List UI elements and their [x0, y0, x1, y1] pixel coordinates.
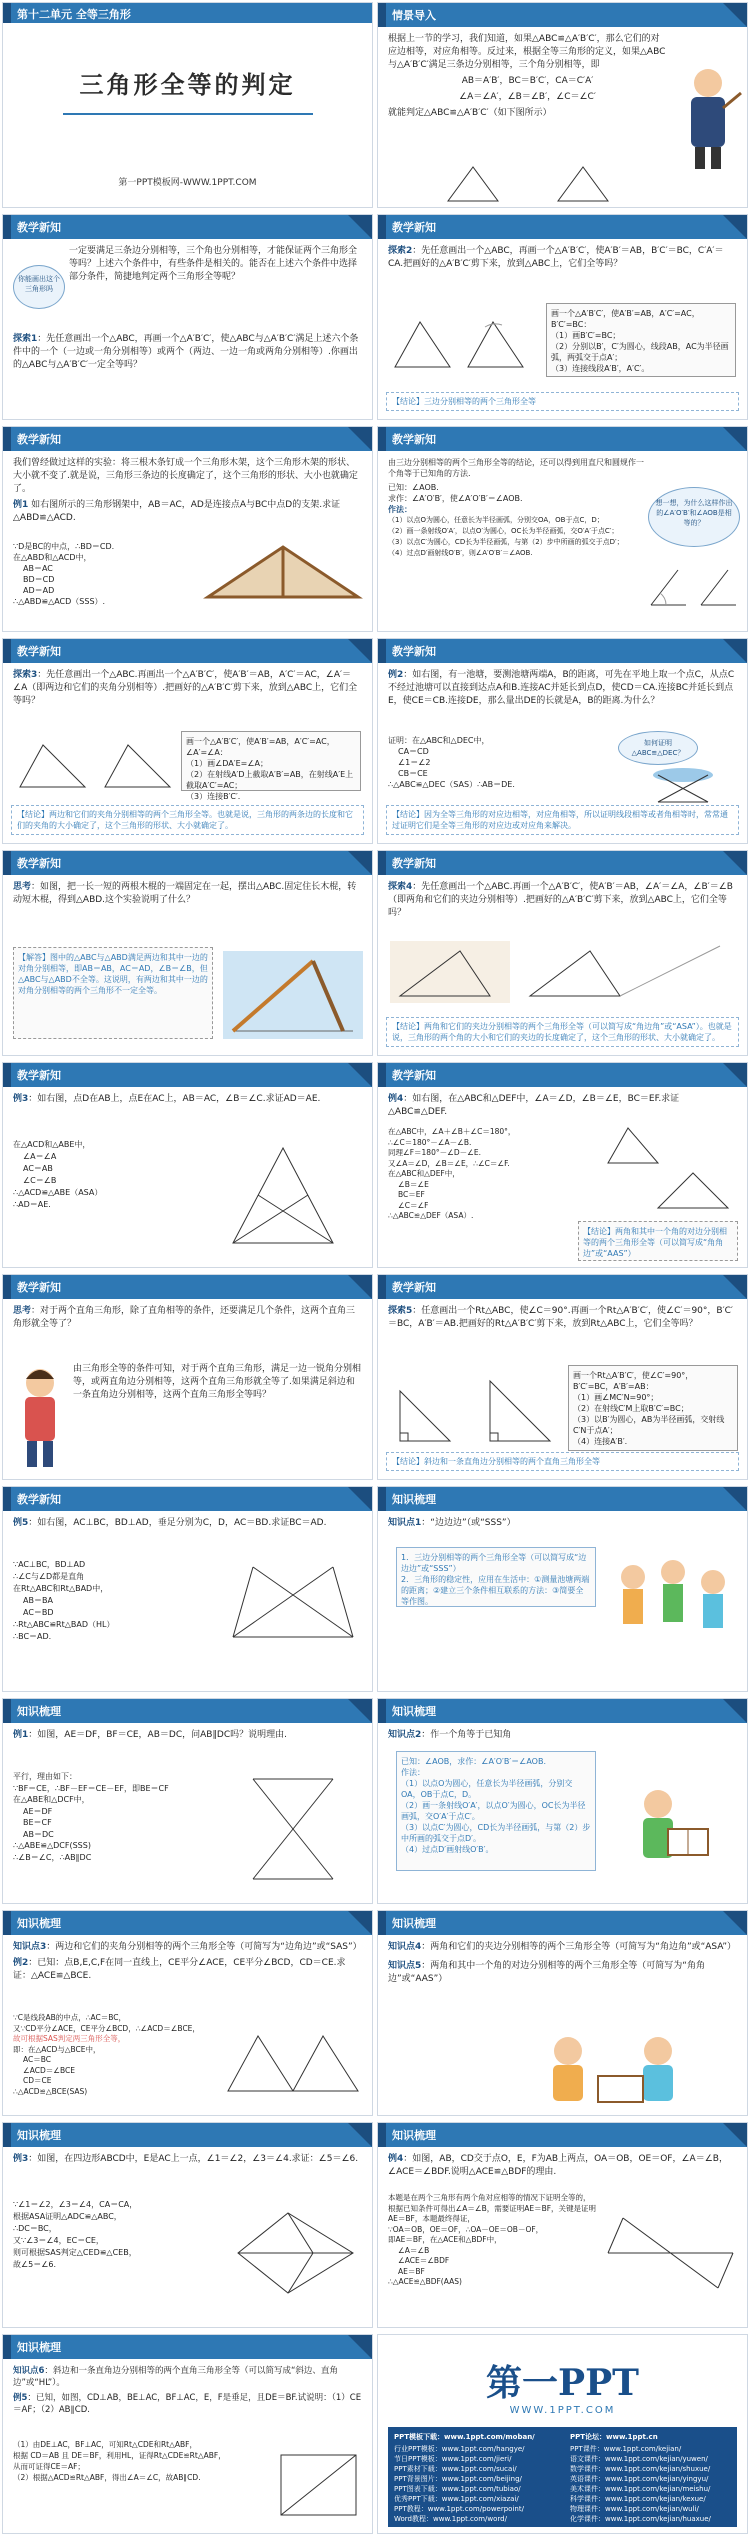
inquiry-text: 先任意画出一个△ABC，再画一个△A′B′C′，使△ABC与△A′B′C′满足上述六个条件中的一个（一边或一角分别相等）或两个（两边、一边一角或两角分别相等）.你画出的△ABC与△A′B′C′一定全等吗？: [13, 334, 359, 370]
slide-new-1: 教学新知 你能画出这个三角形吗 一定要满足三条边分别相等，三个角也分别相等，才能保证两个三角形全等吗？上述六个条件中，有些条件是相关的。能否在上述六个条件中选择部分条件，简捷地判定两个三角形全等呢？ 探索1：先任意画出一个△ABC，再画一个△A′B′C′，使△ABC与△A′B′C′满足上述六个条件中的一个（一边或一角分别相等）或两个（两边、一边一角或两角分别相等）.你画出的△ABC与△A′B′C′一定全等吗？: [2, 214, 373, 420]
children-illustration: [608, 1547, 738, 1667]
inquiry-label: 探索2: [388, 246, 413, 256]
example-text: 已知，如图，CD⊥AB，BE⊥AC，BF⊥AC，E，F是垂足，且DE＝BF.试说明：（1）CE＝AF；（2）AB∥CD.: [13, 2393, 362, 2415]
title-decoration: [63, 103, 313, 111]
slide-header-title: 知识梳理: [392, 1705, 436, 1718]
pond-figure: [628, 767, 738, 805]
reading-illustration: [613, 1769, 738, 1889]
knowledge-label: 知识点3: [13, 1942, 47, 1952]
hourglass-figure: [233, 1769, 353, 1889]
slide-new-3: 教学新知 我们曾经做过这样的实验：将三根木条钉成一个三角形木架，这个三角形木架的形状、大小就不变了.就是说，三角形三条边的长度确定了，这个三角形的形状、大小也就确定了。 例1 如右图所示的三角形钢架中，AB＝AC，AD是连接点A与BC中点D的支架.求证△ABD≌△ACD. ∵D是BC的中点，∴BD＝CD. 在△ABD和△ACD中， AB＝AC BD＝CD AD＝AD ∴△ABD≌△ACD（SSS）.: [2, 426, 373, 632]
inquiry-text: 任意画出一个Rt△ABC，使∠C＝90°.再画一个Rt△A′B′C′，使∠C′＝90°，B′C′＝BC，A′B′＝AB.把画好的Rt△A′B′C′剪下来，放到Rt△ABC上，它们全等吗？: [388, 1306, 733, 1329]
slide-header-title: 知识梳理: [17, 1705, 61, 1718]
slide-new-12: 教学新知 探索5：任意画出一个Rt△ABC，使∠C＝90°.再画一个Rt△A′B′C′，使∠C′＝90°，B′C′＝BC，A′B′＝AB.把画好的Rt△A′B′C′剪下来，放到Rt△ABC上，它们全等吗？ 画一个Rt△A′B′C′，使∠C′=90°，B′C′=BC，A′B′=AB： （1）画∠MC′N=90°； （2）在射线C′M上取B′C′=BC； （3）以B′为圆心，AB为半径画弧，交射线C′N于点A′； （4）连接A′B′. 【结论】斜边和一条直角边分别相等的两个直角三角形全等: [377, 1274, 748, 1480]
example-label: 例4: [388, 2154, 404, 2164]
slide-new-2: 教学新知 探索2：先任意画出一个△ABC，再画一个△A′B′C′，使A′B′＝AB，B′C′＝BC，C′A′＝CA.把画好的△A′B′C′剪下来，放到△ABC上，它们全等吗？ 画一个△A′B′C′，使A′B′=AB，A′C′=AC，B′C′=BC： （1）画B′C′=BC； （2）分别以B′，C′为圆心，线段AB，AC为半径画弧，两弧交于点A′； （3）连接线段A′B′，A′C′。 【结论】三边分别相等的两个三角形全等: [377, 214, 748, 420]
intro-text: 我们曾经做过这样的实验：将三根木条钉成一个三角形木架，这个三角形木架的形状、大小就不变了.就是说，三角形三条边的长度确定了，这个三角形的形状、大小也就确定了。: [13, 458, 358, 494]
slide-header-title: 知识梳理: [17, 2129, 61, 2142]
question-text: 如图，把一长一短的两根木棍的一端固定在一起，摆出△ABC.固定住长木棍，转动短木棍，得到△ABD.这个实验说明了什么？: [13, 882, 357, 905]
truss-figure: [203, 537, 363, 607]
slide-header-title: 教学新知: [17, 433, 61, 446]
inquiry-text: 先任意画出一个△ABC.再画出一个△A′B′C′，使A′B′＝AB，A′C′＝AC，∠A′＝∠A（即两边和它们的夹角分别相等）.把画好的△A′B′C′剪下来，放到△ABC上，它们全等吗？: [13, 670, 358, 706]
slide-new-13: 教学新知 例5：如右图，AC⊥BC，BD⊥AD，垂足分别为C，D，AC＝BD.求证BC＝AD. ∵AC⊥BC，BD⊥AD ∴∠C与∠D都是直角 在Rt△ABC和Rt△BAD中， AB＝BA AC＝BD ∴Rt△ABC≌Rt△BAD（HL） ∴BC＝AD.: [2, 1486, 373, 1692]
equation-angles: ∠A＝∠A′，∠B＝∠B′，∠C＝∠C′: [459, 92, 596, 102]
example-label: 例1: [13, 1730, 29, 1740]
angle-figure: [646, 555, 741, 615]
slide-new-8: 教学新知 探索4：先任意画出一个△ABC.再画一个△A′B′C′，使A′B′＝AB，∠A′＝∠A，∠B′＝∠B（即两角和它们的夹边分别相等）.把画好的△A′B′C′剪下来，放到△ABC上，它们全等吗？ 【结论】两角和它们的夹边分别相等的两个三角形全等（可以简写成“角边角”或“ASA”）。也就是说，三角形的两个角的大小和它们的夹边的长度确定了，这个三角形的形状、大小就确定了。: [377, 850, 748, 1056]
kite-figure: [228, 2203, 363, 2303]
slide-review-5: 知识梳理 知识点4：两角和它们的夹边分别相等的两个三角形全等（可简写为“角边角”或“ASA”） 知识点5：两角和其中一个角的对边分别相等的两个三角形全等（可简写为“角角边”或“AAS”）: [377, 1910, 748, 2116]
knowledge-label: 知识点4: [388, 1942, 422, 1952]
example-label: 例4: [388, 1094, 404, 1104]
sas-example-figure: [223, 2021, 363, 2101]
knowledge-title: 两角和其中一个角的对边分别相等的两个三角形全等（可简写为“角角边”或“AAS”）: [388, 1961, 705, 1984]
subtitle: 第一PPT模板网-WWW.1PPT.COM: [118, 178, 257, 188]
conclusion-note: 【结论】两角和其中一个角的对边分别相等的两个三角形全等（可以简写成“角角边”或“AAS”）: [578, 1221, 738, 1261]
slide-new-6: 教学新知 例2：如右图，有一池塘，要测池塘两端A，B的距离，可先在平地上取一个点C，从点C不经过池塘可以直接到达点A和B.连接AC并延长到点D，使CD＝CA.连接BC并延长到点E，使CE＝CB.连接DE，那么量出DE的长就是A，B的距离.为什么？ 证明：在△ABC和△DEC中， CA＝CD ∠1＝∠2 CB＝CE ∴△ABC≌△DEC（SAS）∴AB＝DE. 如何证明△ABC≌△DEC？ 【结论】因为全等三角形的对应边相等，对应角相等，所以证明线段相等或者角相等时，常常通过证明它们是全等三角形的对应边或对应角来解决。: [377, 638, 748, 844]
knowledge-title: 斜边和一条直角边分别相等的两个直角三角形全等（可以简写成“斜边、直角边”或“HL”）。: [13, 2366, 338, 2388]
link[interactable]: 节日PPT模板：www.1ppt.com/jieri/: [394, 2455, 512, 2463]
slide-header-title: 教学新知: [17, 857, 61, 870]
student-illustration: [13, 1361, 68, 1471]
slide-header-title: 教学新知: [17, 1069, 61, 1082]
link[interactable]: PPT背景图片：www.1ppt.com/beijing/: [394, 2475, 522, 2483]
link[interactable]: 行业PPT模板：www.1ppt.com/hangye/: [394, 2445, 525, 2453]
example-label: 例2: [13, 1958, 29, 1968]
answer-text: 由三角形全等的条件可知，对于两个直角三角形，满足一边一锐角分别相等，或两直角边分别相等，这两个直角三角形就全等了.如果满足斜边和一条直角边分别相等，这两个直角三角形全等吗？: [73, 1364, 362, 1400]
conclusion-note: 【结论】两边和它们的夹角分别相等的两个三角形全等。也就是说，三角形的两条边的长度和它们的夹角的大小确定了，这个三角形的形状、大小就确定了。: [11, 805, 364, 835]
example-text: 如右图，有一池塘，要测池塘两端A，B的距离，可先在平地上取一个点C，从点C不经过池塘可以直接到达点A和B.连接AC并延长到点D，使CD＝CA.连接BC并延长到点E，使CE＝CB.连接DE，那么量出DE的长就是A，B的距离.为什么？: [388, 670, 735, 706]
triangles-figure: [438, 163, 638, 205]
slide-header-title: 知识梳理: [392, 1493, 436, 1506]
slide-title: [2, 2, 373, 208]
inquiry-label: 探索4: [388, 882, 413, 892]
inquiry-label: 探索5: [388, 1306, 413, 1316]
example-text: 如右图，AC⊥BC，BD⊥AD，垂足分别为C，D，AC＝BD.求证BC＝AD.: [37, 1518, 327, 1528]
method-box: 已知：∠AOB，求作：∠A′O′B′＝∠AOB. 作法： （1）以点O为圆心，任意长为半径画弧，分别交OA，OB于点C，D。 （2）画一条射线O′A′，以点O′为圆心，OC长为半径画弧，交O′A′于点C′。 （3）以点C′为圆心，CD长为半径画弧，与第（2）步中所画的弧交于点D′。 （4）过点D′画射线O′B′。: [396, 1751, 596, 1871]
construction-figure: [390, 307, 530, 377]
sticks-figure: [223, 951, 363, 1039]
link[interactable]: 英语课件：www.1ppt.com/kejian/yingyu/: [570, 2475, 709, 2483]
knowledge-box: 1．三边分别相等的两个三角形全等（可以简写成“边边边”或“SSS”） 2．三角形的稳定性，应用在生活中：①测量池塘两端的距离；②建立三个条件相互联系的方法：③简要全等作图。: [396, 1547, 596, 1607]
slide-header-title: 教学新知: [17, 645, 61, 658]
example-label: 例3: [13, 1094, 29, 1104]
link[interactable]: 科学课件：www.1ppt.com/kejian/kexue/: [570, 2495, 706, 2503]
slide-header-title: 教学新知: [17, 1281, 61, 1294]
example-label: 例3: [13, 2154, 29, 2164]
slide-header-title: 知识梳理: [17, 2341, 61, 2354]
thought-bubble: 想一想，为什么这样作出的∠A′O′B′和∠AOB是相等的？: [648, 487, 740, 547]
slide-review-1: 知识梳理 知识点1：“边边边”（或“SSS”） 1．三边分别相等的两个三角形全等（可以简写成“边边边”或“SSS”） 2．三角形的稳定性，应用在生活中：①测量池塘两端的距离；②建立三个条件相互联系的方法：③简要全等作图。: [377, 1486, 748, 1692]
slide-header-title: 教学新知: [17, 221, 61, 234]
inquiry-label: 探索3: [13, 670, 38, 680]
answer-box: 【解答】图中的△ABC与△ABD满足两边和其中一边的对角分别相等，即AB＝AB，AC＝AD，∠B＝∠B，但△ABC与△ABD不全等。这说明，有两边和其中一边的对角分别相等的两个三角形不一定全等。: [13, 947, 213, 1039]
knowledge-title: “边边边”（或“SSS”）: [430, 1518, 516, 1528]
example-label: 例2: [388, 670, 404, 680]
question-label: 思考: [13, 1306, 32, 1316]
teacher-illustration: [673, 63, 743, 173]
slide-new-10: 教学新知 例4：如右图，在△ABC和△DEF中，∠A＝∠D，∠B＝∠E，BC＝EF.求证△ABC≌△DEF. 在△ABC中，∠A＋∠B＋∠C＝180°， ∴∠C＝180°－∠A－∠B. 同理∠F＝180°－∠D－∠E. 又∠A＝∠D，∠B＝∠E，∴∠C＝∠F. 在△ABC和△DEF中， ∠B＝∠E BC＝EF ∠C＝∠F ∴△ABC≌△DEF（ASA）. 【结论】两角和其中一个角的对边分别相等的两个三角形全等（可以简写成“角角边”或“AAS”）: [377, 1062, 748, 1268]
example-label: 例5: [13, 2393, 28, 2403]
inquiry-text: 先任意画出一个△ABC.再画一个△A′B′C′，使A′B′＝AB，∠A′＝∠A，∠B′＝∠B（即两角和它们的夹边分别相等）.把画好的△A′B′C′剪下来，放到△ABC上，它们全等吗？: [388, 882, 733, 918]
slide-header-title: 教学新知: [392, 1069, 436, 1082]
example-text: 如右图所示的三角形钢架中，AB＝AC，AD是连接点A与BC中点D的支架.求证△ABD≌△ACD.: [13, 500, 341, 523]
steps-box: 画一个△A′B′C′，使A′B′=AB，A′C′=AC，∠A′=∠A： （1）画∠DA′E=∠A； （2）在射线A′D上截取A′B′=AB，在射线A′E上截取A′C′=AC； （3）连接B′C′.: [181, 731, 361, 791]
example-text: 如右图，点D在AB上，点E在AC上，AB＝AC，∠B＝∠C.求证AD＝AE.: [37, 1094, 321, 1104]
slide-review-2: 知识梳理 例1：如图，AE＝DF，BF＝CE，AB＝DC，问AB∥DC吗？说明理由. 平行，理由如下： ∵BF＝CE，∴BF－EF＝CE－EF，即BE＝CF 在△ABE和△DCF中， AE＝DF BE＝CF AB＝DC ∴△ABE≌△DCF(SSS) ∴∠B＝∠C，∴AB∥DC: [2, 1698, 373, 1904]
thought-bubble: 你能画出这个三角形吗: [13, 265, 65, 309]
example-text: 已知：点B,E,C,F在同一直线上，CE平分∠ACE，CE平分∠BCD，CD＝CE.求证：△ACE≌△BCE.: [13, 1958, 346, 1981]
intro-conclusion: 就能判定△ABC≌△A′B′C′（如下图所示）: [388, 108, 552, 118]
link[interactable]: 美术课件：www.1ppt.com/kejian/meishu/: [570, 2485, 711, 2493]
link[interactable]: PPT图表下载：www.1ppt.com/tubiao/: [394, 2485, 521, 2493]
slide-header-title: 知识梳理: [392, 1917, 436, 1930]
slide-new-7: 教学新知 思考：如图，把一长一短的两根木棍的一端固定在一起，摆出△ABC.固定住长木棍，转动短木棍，得到△ABD.这个实验说明了什么？ 【解答】图中的△ABC与△ABD满足两边和其中一边的对角分别相等，即AB＝AB，AC＝AD，∠B＝∠B，但△ABC与△ABD不全等。这说明，有两边和其中一边的对角分别相等的两个三角形不一定全等。: [2, 850, 373, 1056]
slide-header-title: 知识梳理: [392, 2129, 436, 2142]
knowledge-label: 知识点6: [13, 2366, 45, 2376]
slide-review-4: 知识梳理 知识点3：两边和它们的夹角分别相等的两个三角形全等（可简写为“边角边”或“SAS”） 例2：已知：点B,E,C,F在同一直线上，CE平分∠ACE，CE平分∠BCD，CD＝CE.求证：△ACE≌△BCE. ∵C是线段AB的中点，∴AC＝BC， 又∵CD平分∠ACE，CE平分∠BCD，∴∠ACD＝∠BCE， 故可根据SAS判定两三角形全等， 即：在△ACD与△BCE中， AC＝BC ∠ACD＝∠BCE CD＝CE ∴△ACD≌△BCE(SAS): [2, 1910, 373, 2116]
slide-header-title: 知识梳理: [17, 1917, 61, 1930]
link[interactable]: 优秀PPT下载：www.1ppt.com/xiazai/: [394, 2495, 519, 2503]
slide-header-title: 教学新知: [392, 1281, 436, 1294]
knowledge-label: 知识点5: [388, 1961, 422, 1971]
example-text: 如图，在四边形ABCD中，E是AC上一点，∠1＝∠2，∠3＝∠4.求证：∠5＝∠6.: [37, 2154, 359, 2164]
slide-review-8: 知识梳理 知识点6：斜边和一条直角边分别相等的两个直角三角形全等（可以简写成“斜边、直角边”或“HL”）。 例5：已知，如图，CD⊥AB，BE⊥AC，BF⊥AC，E，F是垂足，且DE＝BF.试说明：（1）CE＝AF；（2）AB∥CD. （1）由DE⊥AC，BF⊥AC，可知Rt△CDE和Rt△ABF， 根据 CD＝AB 且 DE＝BF，利用HL，证得Rt△CDE≌Rt△ABF， 从而可证得CE＝AF； （2）根据△ACD≌Rt△ABF，得出∠A＝∠C，故AB∥CD.: [2, 2334, 373, 2534]
slide-header-title: 情景导入: [392, 9, 436, 22]
asa-figure: [390, 941, 730, 1003]
slide-header-title: 教学新知: [392, 221, 436, 234]
link[interactable]: 语文课件：www.1ppt.com/kejian/yuwen/: [570, 2455, 708, 2463]
intro-text: 根据上一节的学习，我们知道，如果△ABC≌△A′B′C′，那么它们的对应边相等，对应角相等。反过来，根据全等三角形的定义，如果△ABC与△A′B′C′满足三条边分别相等，三个角分别相等，即: [388, 34, 666, 70]
steps-box: 画一个△A′B′C′，使A′B′=AB，A′C′=AC，B′C′=BC： （1）画B′C′=BC； （2）分别以B′，C′为圆心，线段AB，AC为半径画弧，两弧交于点A′； （3）连接线段A′B′，A′C′。: [546, 303, 736, 377]
inquiry-label: 探索1: [13, 334, 38, 344]
slide-intro: [377, 2, 748, 208]
question-text: 一定要满足三条边分别相等，三个角也分别相等，才能保证两个三角形全等吗？上述六个条件中，有些条件是相关的。能否在上述六个条件中选择部分条件，简捷地判定两个三角形全等呢？: [69, 246, 358, 282]
slide-new-5: 教学新知 探索3：先任意画出一个△ABC.再画出一个△A′B′C′，使A′B′＝AB，A′C′＝AC，∠A′＝∠A（即两边和它们的夹角分别相等）.把画好的△A′B′C′剪下来，放到△ABC上，它们全等吗？ 画一个△A′B′C′，使A′B′=AB，A′C′=AC，∠A′=∠A： （1）画∠DA′E=∠A； （2）在射线A′D上截取A′B′=AB，在射线A′E上截取A′C′=AC； （3）连接B′C′. 【结论】两边和它们的夹角分别相等的两个三角形全等。也就是说，三角形的两条边的长度和它们的夹角的大小确定了，这个三角形的形状、大小就确定了。: [2, 638, 373, 844]
example-text: 如图，AE＝DF，BF＝CE，AB＝DC，问AB∥DC吗？说明理由.: [37, 1730, 288, 1740]
slide-header-title: 教学新知: [392, 857, 436, 870]
sas-figure: [15, 737, 175, 792]
slide-new-11: 教学新知 思考：对于两个直角三角形，除了直角相等的条件，还要满足几个条件，这两个直角三角形就全等了？ 由三角形全等的条件可知，对于两个直角三角形，满足一边一锐角分别相等，或两直角边分别相等，这两个直角三角形就全等了.如果满足斜边和一条直角边分别相等，这两个直角三角形全等吗？: [2, 1274, 373, 1480]
right-triangles-figure: [390, 1371, 565, 1451]
link-heading[interactable]: PPT论坛：www.1ppt.cn: [570, 2433, 658, 2441]
equation-sides: AB＝A′B′，BC＝B′C′，CA＝C′A′: [461, 76, 594, 86]
slide-new-4: 教学新知 由三边分别相等的两个三角形全等的结论，还可以得到用直尺和圆规作一个角等于已知角的方法. 已知：∠AOB. 求作：∠A′O′B′，使∠A′O′B′＝∠AOB. 作法： （1）以点O为圆心，任意长为半径画弧，分别交OA，OB于点C，D； （2）画一条射线O′A′，以点O′为圆心，OC长为半径画弧，交O′A′于点C′； （3）以点C′为圆心，CD长为半径画弧，与第（2）步中所画的弧交于点D′； （4）过点D′画射线O′B′，则∠A′O′B′＝∠AOB. 想一想，为什么这样作出的∠A′O′B′和∠AOB是相等的？: [377, 426, 748, 632]
slide-review-6: 知识梳理 例3：如图，在四边形ABCD中，E是AC上一点，∠1＝∠2，∠3＝∠4.求证：∠5＝∠6. ∵∠1＝∠2，∠3＝∠4，CA＝CA， 根据ASA证明△ADC≌△ABC， ∴DC＝BC， 又∵∠3＝∠4，EC＝CE， 则可根据SAS判定△CED≌△CEB， 故∠5＝∠6.: [2, 2122, 373, 2328]
quadrilateral-figure: [223, 1557, 363, 1647]
slide-new-9: 教学新知 例3：如右图，点D在AB上，点E在AC上，AB＝AC，∠B＝∠C.求证AD＝AE. 在△ACD和△ABE中， ∠A＝∠A AC＝AB ∠C＝∠B ∴△ACD≌△ABE（ASA） ∴AD＝AE.: [2, 1062, 373, 1268]
link[interactable]: 物理课件：www.1ppt.com/kejian/wuli/: [570, 2505, 699, 2513]
inquiry-text: 先任意画出一个△ABC，再画一个△A′B′C′，使A′B′＝AB，B′C′＝BC，C′A′＝CA.把画好的△A′B′C′剪下来，放到△ABC上，它们全等吗？: [388, 246, 724, 269]
slide-review-3: 知识梳理 知识点2：作一个角等于已知角 已知：∠AOB，求作：∠A′O′B′＝∠AOB. 作法： （1）以点O为圆心，任意长为半径画弧，分别交OA，OB于点C，D。 （2）画一条射线O′A′，以点O′为圆心，OC长为半径画弧，交O′A′于点C′。 （3）以点C′为圆心，CD长为半径画弧，与第（2）步中所画的弧交于点D′。 （4）过点D′画射线O′B′。: [377, 1698, 748, 1904]
slide-header-title: 教学新知: [392, 433, 436, 446]
brand-url: WWW.1PPT.COM: [509, 2405, 616, 2416]
link[interactable]: PPT课件：www.1ppt.com/kejian/: [570, 2445, 682, 2453]
question-label: 思考: [13, 882, 32, 892]
unit-label: 第十二单元 全等三角形: [17, 8, 131, 21]
example-text: 如右图，在△ABC和△DEF中，∠A＝∠D，∠B＝∠E，BC＝EF.求证△ABC≌△DEF.: [388, 1094, 680, 1117]
link[interactable]: Word教程：www.1ppt.com/word/: [394, 2515, 507, 2523]
link[interactable]: 数学课件：www.1ppt.com/kejian/shuxue/: [570, 2465, 711, 2473]
link[interactable]: 化学课件：www.1ppt.com/kejian/huaxue/: [570, 2515, 711, 2523]
slide-footer: [377, 2334, 748, 2534]
slide-review-7: 知识梳理 例4：如图，AB，CD交于点O，E，F为AB上两点，OA＝OB，OE＝OF，∠A＝∠B，∠ACE＝∠BDF.说明△ACE≌△BDF的理由. 本题是在两个三角形有两个角对应相等的情况下证明全等的，根据已知条件可得出∠A＝∠B，需要证明AE＝BF，关键是证明AE＝BF，本题最终得证， ∵OA＝OB，OE＝OF，∴OA－OE＝OB－OF， 即AE＝BF，在△ACE和△BDF中， ∠A＝∠B ∠ACE＝∠BDF AE＝BF ∴△ACE≌△BDF(AAS): [377, 2122, 748, 2328]
question-text: 对于两个直角三角形，除了直角相等的条件，还要满足几个条件，这两个直角三角形就全等了？: [13, 1306, 356, 1329]
thought-bubble: 如何证明△ABC≌△DEC？: [618, 731, 698, 765]
example-text: 如图，AB，CD交于点O，E，F为AB上两点，OA＝OB，OE＝OF，∠A＝∠B，∠ACE＝∠BDF.说明△ACE≌△BDF的理由.: [388, 2154, 728, 2177]
link[interactable]: PPT素材下载：www.1ppt.com/sucai/: [394, 2465, 517, 2473]
link[interactable]: PPT教程：www.1ppt.com/powerpoint/: [394, 2505, 524, 2513]
conclusion-note: 【结论】因为全等三角形的对应边相等，对应角相等，所以证明线段相等或者角相等时，常常通过证明它们是全等三角形的对应边或对应角来解决。: [386, 805, 739, 835]
brand-logo: 第一PPT: [486, 2362, 639, 2404]
knowledge-title: 作一个角等于已知角: [430, 1730, 512, 1740]
knowledge-label: 知识点2: [388, 1730, 422, 1740]
page-title: 三角形全等的判定: [79, 71, 296, 99]
conclusion-note: 【结论】三边分别相等的两个三角形全等: [386, 392, 739, 411]
links-panel: [388, 2427, 737, 2527]
intro-text: 由三边分别相等的两个三角形全等的结论，还可以得到用直尺和圆规作一个角等于已知角的方法.: [388, 458, 644, 478]
steps-box: 画一个Rt△A′B′C′，使∠C′=90°，B′C′=BC，A′B′=AB： （1）画∠MC′N=90°； （2）在射线C′M上取B′C′=BC； （3）以B′为圆心，AB为半径画弧，交射线C′N于点A′； （4）连接A′B′.: [568, 1365, 738, 1451]
example-label: 例1: [13, 500, 29, 510]
two-triangles-figure: [598, 1123, 738, 1213]
link-heading[interactable]: PPT模板下载：www.1ppt.com/moban/: [394, 2433, 535, 2441]
reading-kids-illustration: [528, 2021, 708, 2111]
crossing-lines-figure: [603, 2203, 738, 2303]
slide-header-title: 教学新知: [392, 645, 436, 658]
knowledge-title: 两角和它们的夹边分别相等的两个三角形全等（可简写为“角边角”或“ASA”）: [430, 1942, 737, 1952]
triangle-figure: [223, 1143, 343, 1253]
knowledge-title: 两边和它们的夹角分别相等的两个三角形全等（可简写为“边角边”或“SAS”）: [55, 1942, 362, 1952]
conclusion-note: 【结论】两角和它们的夹边分别相等的两个三角形全等（可以简写成“角边角”或“ASA”）。也就是说，三角形的两个角的大小和它们的夹边的长度确定了，这个三角形的形状、大小就确定了。: [386, 1017, 739, 1047]
knowledge-label: 知识点1: [388, 1518, 422, 1528]
slide-header: [3, 3, 372, 23]
conclusion-note: 【结论】斜边和一条直角边分别相等的两个直角三角形全等: [386, 1452, 739, 1471]
hl-figure: [271, 2445, 366, 2525]
slide-header-title: 教学新知: [17, 1493, 61, 1506]
example-label: 例5: [13, 1518, 29, 1528]
